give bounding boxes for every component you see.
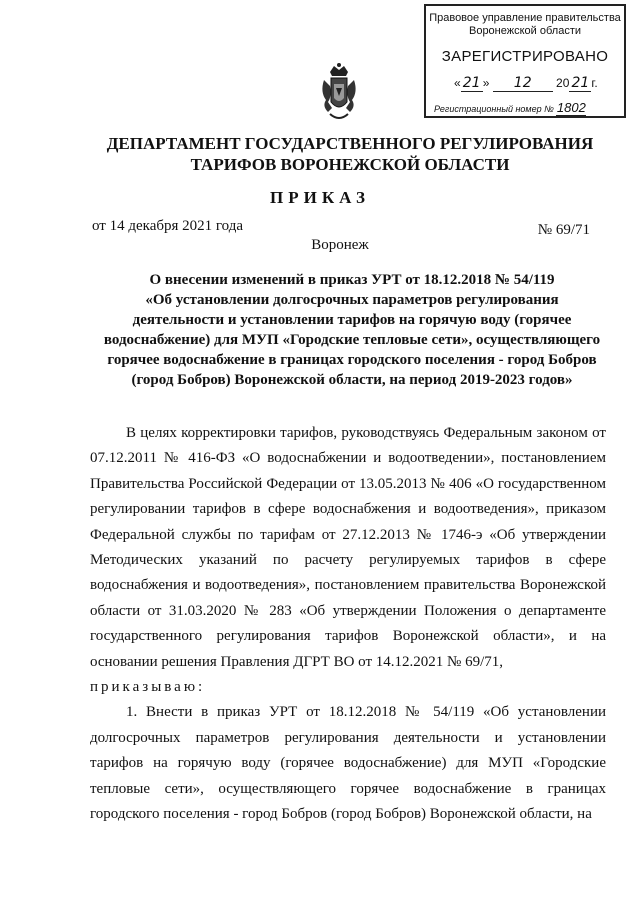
doc-type: ПРИКАЗ — [270, 188, 370, 207]
stamp-reg-label: Регистрационный номер № — [434, 104, 554, 114]
title-line2: «Об установлении долгосрочных параметров регулирования — [145, 292, 559, 308]
order-body — [90, 421, 606, 828]
registration-stamp — [424, 4, 626, 118]
stamp-year-prefix: 20 — [556, 76, 570, 90]
stamp-line1: Правовое управление правительства — [429, 12, 621, 24]
department-name — [60, 133, 640, 175]
title-line5: горячее водоснабжение в границах городского поселения - город Бобров — [107, 352, 597, 368]
order-date: от 14 декабря 2021 года — [92, 218, 244, 234]
stamp-authority — [426, 12, 624, 38]
stamp-reg-value: 1802 — [556, 100, 586, 115]
stamp-reg-number — [426, 100, 624, 116]
stamp-date: « 21 » 12 20 21 г. — [454, 75, 598, 91]
order-city: Воронеж — [311, 237, 369, 253]
title-line1: О внесении изменений в приказ УРТ от 18.12.2018 № 54/119 — [149, 272, 555, 288]
stamp-year-suffix: 21 — [569, 75, 591, 92]
item-1-paragraph: 1. Внести в приказ УРТ от 18.12.2018 № 54/119 «Об установлении долгосрочных параметров регулирования деятельности и установлении тарифов на горячую воду (горячее водоснабжение) для МУП «Городские тепловые сети», осуществляющего горячее водоснабжение в границах городского поселения - город Бобров (город Бобров) Воронежской области, на — [90, 704, 606, 823]
order-number: № 69/71 — [537, 222, 590, 238]
stamp-month: 12 — [493, 75, 553, 92]
dept-line1: ДЕПАРТАМЕНТ ГОСУДАРСТВЕННОГО РЕГУЛИРОВАНИЯ — [106, 134, 594, 153]
coat-of-arms-icon — [318, 62, 360, 124]
stamp-line2: Воронежской области — [468, 25, 581, 37]
order-title — [92, 270, 612, 390]
title-line6: (город Бобров) Воронежской области, на период 2019-2023 годов» — [131, 372, 573, 388]
order-word: приказываю: — [90, 679, 206, 696]
title-line3: деятельности и установлении тарифов на горячую воду (горячее — [132, 312, 572, 328]
stamp-registered: ЗАРЕГИСТРИРОВАНО — [441, 48, 609, 65]
preamble-paragraph: В целях корректировки тарифов, руководствуясь Федеральным законом от 07.12.2011 № 416-ФЗ «О водоснабжении и водоотведении», постановлением Правительства Российской Федерации от 13.05.2013 № 406 «О государственном регулировании тарифов в сфере водоснабжения и водоотведения», приказом Федеральной службы по тарифам от 27.12.2013 № 1746-э «Об утверждении Методических указаний по расчету регулируемых тарифов в сфере водоснабжения и водоотведения», постановлением правительства Воронежской области от 31.03.2020 № 283 «Об утверждении Положения о департаменте государственного регулирования тарифов Воронежской области», и на основании решения Правления ДГРТ ВО от 14.12.2021 № 69/71, — [90, 425, 606, 670]
stamp-day: 21 — [461, 75, 483, 92]
title-line4: водоснабжение) для МУП «Городские тепловые сети», осуществляющего — [103, 332, 601, 348]
dept-line2: ТАРИФОВ ВОРОНЕЖСКОЙ ОБЛАСТИ — [190, 155, 510, 174]
